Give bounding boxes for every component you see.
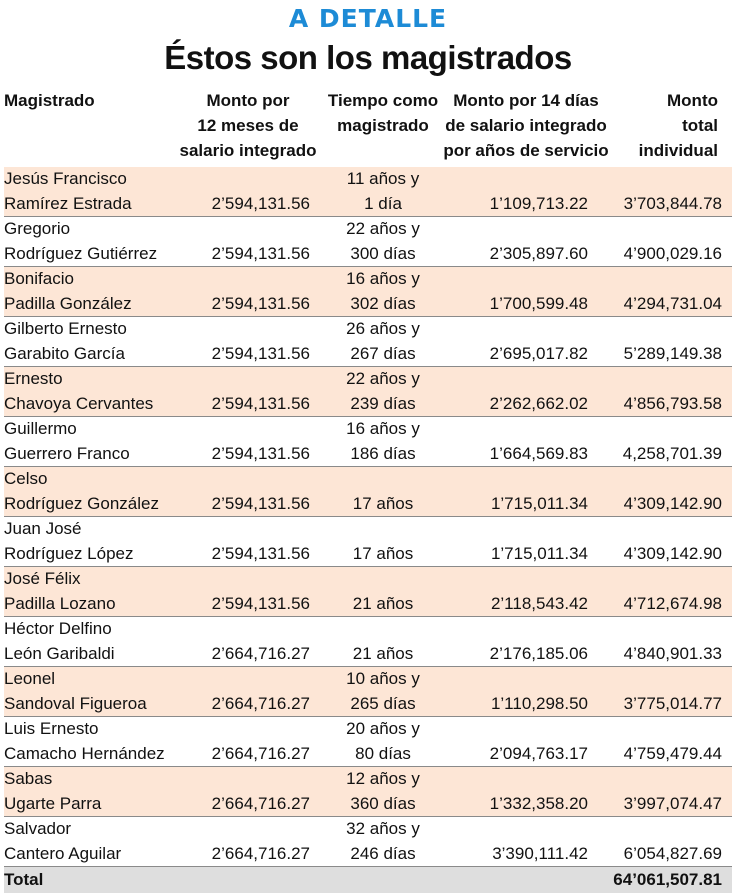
table-row: [4, 167, 732, 217]
tiempo-line-2: 360 días: [350, 793, 416, 813]
monto-14-dias: 1’715,011.34: [490, 493, 588, 513]
monto-14-dias: 1’109,713.22: [489, 193, 588, 213]
magistrate-name: [4, 417, 172, 467]
tiempo-magistrado: [324, 567, 442, 617]
tiempo-line-2: 17 años: [352, 493, 414, 513]
monto-total: 4’900,029.16: [623, 243, 722, 263]
page-title: Éstos son los magistrados: [164, 39, 572, 76]
magistrate-name: [4, 817, 172, 867]
table-row: [4, 267, 732, 317]
tiempo-magistrado: [324, 417, 442, 467]
name-line-1: Celso: [4, 469, 48, 489]
name-line-1: Bonifacio: [4, 269, 74, 289]
magistrate-name: [4, 717, 172, 767]
monto-total: 4’759,479.44: [623, 743, 722, 763]
header-monto-14-dias: [442, 86, 610, 167]
table-row: [4, 617, 732, 667]
header-line: Tiempo como: [327, 91, 439, 110]
tiempo-magistrado: [324, 717, 442, 767]
tiempo-line-2: 1 día: [364, 193, 402, 213]
tiempo-line-2: 267 días: [350, 343, 416, 363]
tiempo-magistrado: [324, 217, 442, 267]
monto-total: 4’294,731.04: [623, 293, 722, 313]
name-line-1: Salvador: [4, 819, 72, 839]
monto-12-meses: 2’594,131.56: [211, 443, 310, 463]
tiempo-line-2: 300 días: [350, 243, 416, 263]
monto-total: 4’309,142.90: [623, 493, 722, 513]
name-line-1: José Félix: [4, 569, 81, 589]
tiempo-line-1: 12 años y: [346, 769, 420, 789]
tiempo-line-2: 302 días: [350, 293, 416, 313]
table-row: [4, 717, 732, 767]
tiempo-line-1: 11 años y: [346, 169, 420, 189]
header-magistrado: [4, 86, 172, 167]
total-empty-cell: [172, 867, 324, 893]
table-row: [4, 517, 732, 567]
total-label: Total: [4, 867, 172, 893]
tiempo-line-1: 10 años y: [346, 669, 420, 689]
table-row: [4, 467, 732, 517]
magistrate-name: [4, 467, 172, 517]
total-empty-cell: [442, 867, 610, 893]
tiempo-magistrado: [324, 817, 442, 867]
header-line: por años de servicio: [443, 141, 609, 160]
name-line-2: Rodríguez González: [4, 493, 159, 513]
monto-total: 4,258,701.39: [622, 443, 722, 463]
header-line: magistrado: [337, 116, 429, 135]
name-line-1: Luis Ernesto: [4, 719, 99, 739]
header-line: Magistrado: [4, 91, 95, 110]
monto-14-dias: 2’262,662.02: [489, 393, 588, 413]
monto-total: 3’775,014.77: [623, 693, 722, 713]
tiempo-magistrado: [324, 367, 442, 417]
monto-14-dias: 1’110,298.50: [490, 693, 588, 713]
tiempo-magistrado: [324, 767, 442, 817]
name-line-1: Sabas: [4, 769, 53, 789]
name-line-2: Rodríguez Gutiérrez: [4, 243, 158, 263]
header-monto-12-meses: [172, 86, 324, 167]
monto-12-meses: 2’664,716.27: [211, 743, 310, 763]
tiempo-line-2: 21 años: [352, 643, 414, 663]
tiempo-line-1: 16 años y: [346, 419, 420, 439]
monto-total: 4’712,674.98: [623, 593, 722, 613]
magistrate-name: [4, 667, 172, 717]
tiempo-line-2: 21 años: [352, 593, 414, 613]
monto-12-meses: 2’594,131.56: [211, 293, 310, 313]
magistrate-name: [4, 517, 172, 567]
tiempo-magistrado: [324, 517, 442, 567]
tiempo-magistrado: [324, 667, 442, 717]
magistrate-name: [4, 317, 172, 367]
monto-14-dias: 1’715,011.34: [490, 543, 588, 563]
header-tiempo: [324, 86, 442, 167]
tiempo-magistrado: [324, 467, 442, 517]
monto-12-meses: 2’594,131.56: [211, 393, 310, 413]
header-row: [4, 86, 732, 167]
monto-14-dias: 2’695,017.82: [489, 343, 588, 363]
magistrate-name: [4, 367, 172, 417]
monto-12-meses: 2’594,131.56: [211, 543, 310, 563]
monto-14-dias: 1’664,569.83: [489, 443, 588, 463]
table-row: [4, 667, 732, 717]
monto-total: 4’856,793.58: [623, 393, 722, 413]
name-line-2: Cantero Aguilar: [4, 843, 122, 863]
name-line-2: Ramírez Estrada: [4, 193, 132, 213]
magistrate-name: [4, 167, 172, 217]
tiempo-magistrado: [324, 267, 442, 317]
tiempo-magistrado: [324, 167, 442, 217]
monto-12-meses: 2’594,131.56: [211, 243, 310, 263]
monto-14-dias: 1’700,599.48: [489, 293, 588, 313]
table-row: [4, 417, 732, 467]
tiempo-magistrado: [324, 617, 442, 667]
monto-total: 3’703,844.78: [623, 193, 722, 213]
name-line-2: Chavoya Cervantes: [4, 393, 154, 413]
monto-12-meses: 2’594,131.56: [211, 593, 310, 613]
monto-12-meses: 2’664,716.27: [211, 793, 310, 813]
header-line: Monto: [667, 91, 718, 110]
name-line-2: Padilla Lozano: [4, 593, 116, 613]
header-line: de salario integrado: [445, 116, 607, 135]
tiempo-line-2: 239 días: [350, 393, 416, 413]
name-line-1: Jesús Francisco: [4, 169, 127, 189]
monto-total: 4’309,142.90: [623, 543, 722, 563]
monto-12-meses: 2’594,131.56: [211, 343, 310, 363]
table-row: [4, 767, 732, 817]
total-empty-cell: [324, 867, 442, 893]
header-line: Monto por 14 días: [453, 91, 599, 110]
name-line-2: Ugarte Parra: [4, 793, 102, 813]
table-row: [4, 367, 732, 417]
magistrate-name: [4, 567, 172, 617]
monto-14-dias: 1’332,358.20: [489, 793, 588, 813]
monto-total: 4’840,901.33: [623, 643, 722, 663]
magistrate-name: [4, 217, 172, 267]
magistrate-name: [4, 767, 172, 817]
name-line-2: Guerrero Franco: [4, 443, 130, 463]
name-line-2: Rodríguez López: [4, 543, 134, 563]
table-body: [4, 167, 732, 893]
monto-total: 5’289,149.38: [623, 343, 722, 363]
header-line: salario integrado: [179, 141, 317, 160]
tiempo-line-1: 22 años y: [346, 219, 420, 239]
magistrates-table: [4, 86, 732, 893]
header-line: 12 meses de: [197, 116, 299, 135]
name-line-1: Gilberto Ernesto: [4, 319, 127, 339]
name-line-1: Héctor Delfino: [4, 619, 112, 639]
name-line-1: Juan José: [4, 519, 82, 539]
monto-12-meses: 2’594,131.56: [211, 493, 310, 513]
table-row: [4, 217, 732, 267]
table-row: [4, 817, 732, 867]
tiempo-line-2: 265 días: [350, 693, 416, 713]
tiempo-magistrado: [324, 317, 442, 367]
total-row: [4, 867, 732, 893]
section-kicker: A DETALLE: [288, 4, 448, 33]
tiempo-line-2: 17 años: [352, 543, 414, 563]
name-line-2: Camacho Hernández: [4, 743, 165, 763]
header-line: total: [682, 116, 718, 135]
table-row: [4, 567, 732, 617]
tiempo-line-1: 26 años y: [346, 319, 420, 339]
tiempo-line-2: 80 días: [355, 743, 411, 763]
monto-14-dias: 2’118,543.42: [490, 593, 588, 613]
header-line: individual: [638, 141, 718, 160]
monto-total: 3’997,074.47: [623, 793, 722, 813]
table-header: [4, 86, 732, 167]
name-line-1: Gregorio: [4, 219, 71, 239]
monto-12-meses: 2’664,716.27: [211, 693, 310, 713]
name-line-1: Ernesto: [4, 369, 63, 389]
monto-12-meses: 2’664,716.27: [211, 643, 310, 663]
magistrate-name: [4, 267, 172, 317]
header-monto-total: [610, 86, 732, 167]
monto-14-dias: 2’305,897.60: [489, 243, 588, 263]
monto-12-meses: 2’594,131.56: [211, 193, 310, 213]
monto-total: 6’054,827.69: [623, 843, 722, 863]
table-row: [4, 317, 732, 367]
monto-14-dias: 2’176,185.06: [489, 643, 588, 663]
tiempo-line-1: 16 años y: [346, 269, 420, 289]
tiempo-line-1: 22 años y: [346, 369, 420, 389]
monto-14-dias: 3’390,111.42: [492, 843, 588, 863]
tiempo-line-1: 32 años y: [346, 819, 420, 839]
monto-14-dias: 2’094,763.17: [489, 743, 588, 763]
name-line-1: Leonel: [4, 669, 56, 689]
magistrate-name: [4, 617, 172, 667]
name-line-2: Garabito García: [4, 343, 125, 363]
name-line-1: Guillermo: [4, 419, 77, 439]
header-line: Monto por: [206, 91, 290, 110]
name-line-2: León Garibaldi: [4, 643, 115, 663]
name-line-2: Padilla González: [4, 293, 132, 313]
tiempo-line-2: 186 días: [350, 443, 416, 463]
tiempo-line-1: 20 años y: [346, 719, 420, 739]
monto-12-meses: 2’664,716.27: [211, 843, 310, 863]
name-line-2: Sandoval Figueroa: [4, 693, 147, 713]
total-value: 64’061,507.81: [610, 867, 732, 893]
tiempo-line-2: 246 días: [350, 843, 416, 863]
